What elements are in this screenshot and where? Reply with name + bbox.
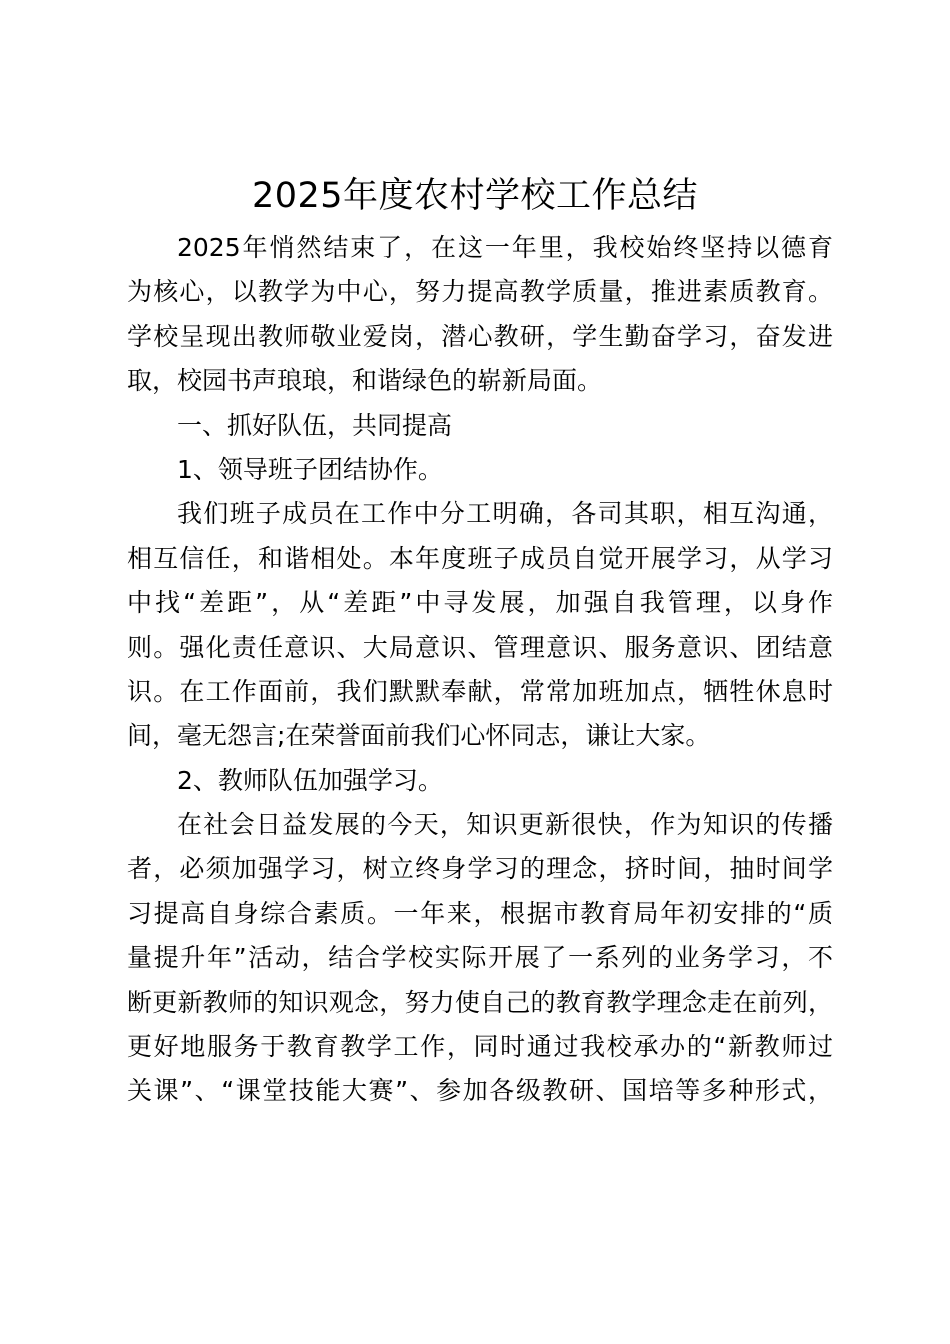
paragraph-line: 间，毫无怨言;在荣誉面前我们心怀同志，谦让大家。 <box>127 721 711 751</box>
paragraph-line: 断更新教师的知识观念，努力使自己的教育教学理念走在前列， <box>127 987 833 1017</box>
paragraph-line: 取，校园书声琅琅，和谐绿色的崭新局面。 <box>127 366 603 396</box>
subsection-heading: 1、领导班子团结协作。 <box>177 454 443 484</box>
paragraph-line: 为核心，以教学为中心，努力提高教学质量，推进素质教育。 <box>127 277 833 307</box>
paragraph-line: 我们班子成员在工作中分工明确，各司其职，相互沟通， <box>177 499 833 529</box>
paragraph-line: 习提高自身综合素质。一年来，根据市教育局年初安排的“质 <box>127 898 833 928</box>
paragraph-line: 量提升年”活动，结合学校实际开展了一系列的业务学习，不 <box>127 943 833 973</box>
document-body <box>127 226 833 1114</box>
paragraph-line: 者，必须加强学习，树立终身学习的理念，挤时间，抽时间学 <box>127 854 833 884</box>
paragraph-line: 则。强化责任意识、大局意识、管理意识、服务意识、团结意 <box>127 632 833 662</box>
subsection-heading: 2、教师队伍加强学习。 <box>177 765 443 795</box>
paragraph-line: 在社会日益发展的今天，知识更新很快，作为知识的传播 <box>177 810 833 840</box>
section-heading: 一、抓好队伍，共同提高 <box>177 410 453 440</box>
paragraph-line: 学校呈现出教师敬业爱岗，潜心教研，学生勤奋学习，奋发进 <box>127 321 833 351</box>
paragraph-line: 关课”、“课堂技能大赛”、参加各级教研、国培等多种形式， <box>127 1076 833 1106</box>
paragraph-line: 识。在工作面前，我们默默奉献，常常加班加点，牺牲休息时 <box>127 676 833 706</box>
document-title: 2025年度农村学校工作总结 <box>251 176 699 216</box>
paragraph-line: 更好地服务于教育教学工作，同时通过我校承办的“新教师过 <box>127 1032 833 1062</box>
paragraph-line: 2025年悄然结束了，在这一年里，我校始终坚持以德育 <box>177 233 833 262</box>
paragraph-line: 中找“差距”，从“差距”中寻发展，加强自我管理，以身作 <box>127 588 833 618</box>
paragraph-line: 相互信任，和谐相处。本年度班子成员自觉开展学习，从学习 <box>127 543 833 573</box>
